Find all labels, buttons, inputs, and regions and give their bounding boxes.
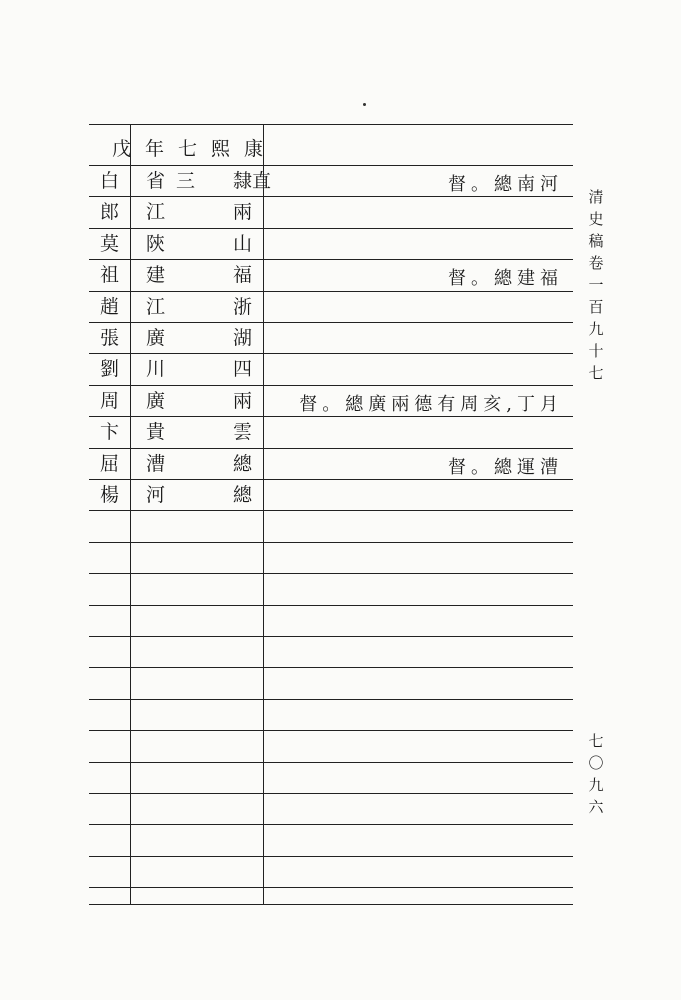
- row-rule: [89, 196, 573, 197]
- tenure-note: 督。總南河: [448, 174, 563, 195]
- province: 陝: [146, 232, 166, 255]
- name-column-divider: [130, 124, 131, 904]
- official-name: 卞: [100, 421, 120, 444]
- post-title: 總: [233, 484, 253, 506]
- ink-mark: [363, 103, 366, 106]
- post-title: 福: [233, 264, 253, 287]
- row-rule: [89, 762, 573, 763]
- row-rule: [89, 165, 573, 166]
- row-rule: [89, 636, 573, 637]
- row-rule: [89, 542, 573, 543]
- province: 廣: [146, 389, 166, 412]
- row-rule: [89, 385, 573, 386]
- row-rule: [89, 416, 573, 417]
- post-title: 總: [233, 452, 253, 475]
- official-name: 楊: [100, 484, 120, 506]
- post-title: 隸直: [233, 170, 272, 192]
- row-rule: [89, 228, 573, 229]
- official-name: 周: [100, 389, 120, 412]
- row-rule: [89, 510, 573, 511]
- row-rule: [89, 699, 573, 700]
- table-header: 戊年七熙康: [112, 138, 278, 160]
- official-name: 祖: [100, 264, 120, 287]
- province: 江: [146, 201, 166, 224]
- official-name: 郎: [100, 201, 120, 224]
- official-name: 趙: [100, 295, 120, 318]
- official-name: 屈: [100, 452, 120, 475]
- row-rule: [89, 824, 573, 825]
- tenure-note: 督。總建福: [448, 268, 563, 290]
- page-number: 七 〇 九 六: [588, 732, 604, 816]
- bottom-border: [89, 904, 573, 905]
- post-title: 四: [233, 358, 253, 381]
- post-title: 湖: [233, 327, 253, 349]
- row-rule: [89, 573, 573, 574]
- row-rule: [89, 667, 573, 668]
- row-rule: [89, 291, 573, 292]
- official-name: 莫: [100, 232, 120, 255]
- row-rule: [89, 730, 573, 731]
- post-title: 兩: [233, 201, 253, 224]
- province: 廣: [146, 327, 166, 349]
- row-rule: [89, 259, 573, 260]
- official-name: 白: [100, 170, 120, 192]
- tenure-note: 督。總廣兩德有周亥,丁月: [299, 393, 563, 415]
- province: 貴: [146, 421, 166, 444]
- post-title: 兩: [233, 389, 253, 412]
- top-border: [89, 124, 573, 125]
- note-column-divider: [263, 124, 264, 904]
- tenure-note: 督。總運漕: [448, 456, 563, 478]
- row-rule: [89, 448, 573, 449]
- province: 川: [146, 358, 166, 381]
- province-extra: 三: [176, 170, 196, 192]
- official-name: 劉: [100, 358, 120, 381]
- book-title: 清 史 稿 卷 一 百 九 十 七: [588, 188, 604, 382]
- province: 江: [146, 295, 166, 318]
- post-title: 浙: [233, 295, 253, 318]
- province: 河: [146, 484, 166, 506]
- row-rule: [89, 793, 573, 794]
- province: 省: [146, 170, 166, 192]
- row-rule: [89, 605, 573, 606]
- row-rule: [89, 887, 573, 888]
- province: 漕: [146, 452, 166, 475]
- official-name: 張: [100, 327, 120, 349]
- row-rule: [89, 353, 573, 354]
- row-rule: [89, 322, 573, 323]
- post-title: 雲: [233, 421, 253, 444]
- row-rule: [89, 479, 573, 480]
- row-rule: [89, 856, 573, 857]
- post-title: 山: [233, 232, 253, 255]
- province: 建: [146, 264, 166, 287]
